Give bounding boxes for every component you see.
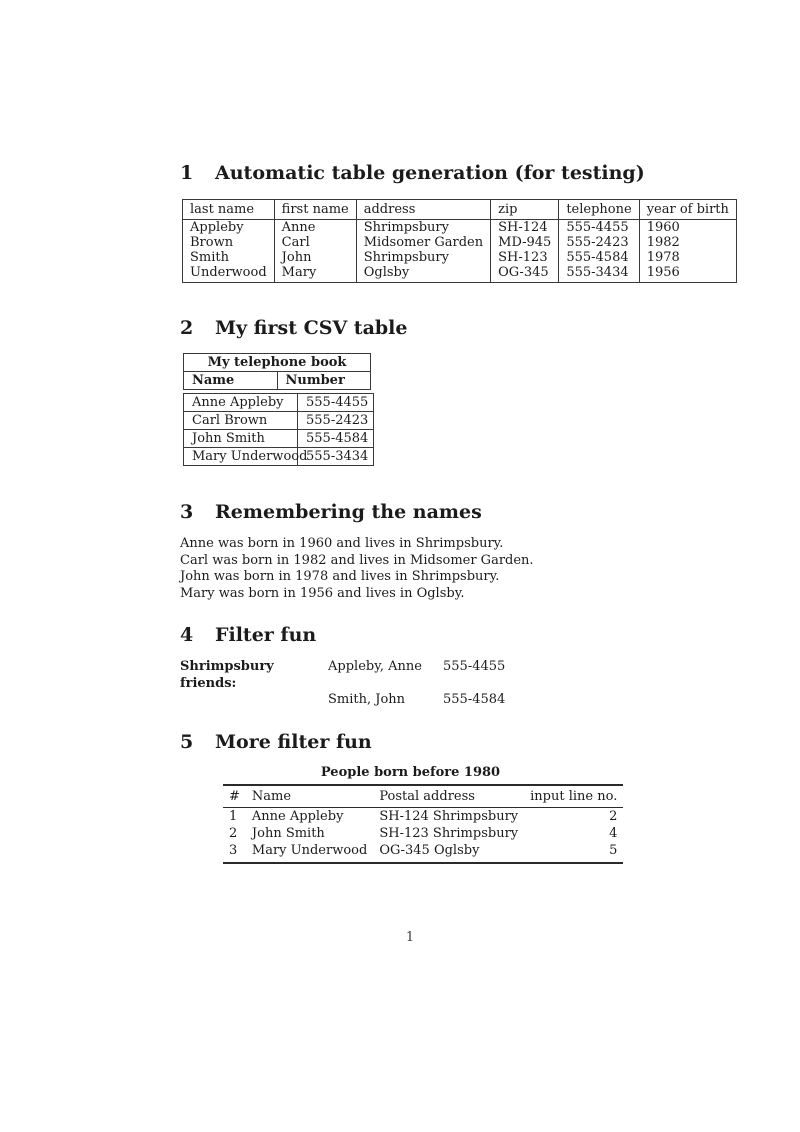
table-cell: 1 (229, 808, 238, 824)
table-cell: Carl Brown (184, 412, 298, 430)
table-row (223, 825, 623, 842)
table-row (223, 842, 623, 863)
table-header-row (223, 785, 623, 808)
names-paragraph (180, 536, 652, 602)
table-row (183, 250, 737, 265)
friend-number: 555-4455 (443, 659, 506, 674)
section-heading-5 (180, 731, 652, 754)
column-header: Postal address (379, 788, 475, 804)
table-cell: Carl (274, 235, 356, 250)
table-row (183, 220, 737, 236)
table-row (184, 412, 374, 430)
table-title: My telephone book (184, 354, 371, 372)
table-cell: 5 (609, 842, 618, 858)
column-header: Number (277, 372, 371, 390)
born-before-table (223, 764, 618, 864)
filter-label-spacer (180, 692, 328, 709)
table-header-row (183, 200, 737, 220)
table-cell: 555-4584 (298, 430, 374, 448)
column-header: year of birth (639, 200, 736, 220)
section-title: Remembering the names (215, 501, 482, 523)
column-header: Name (192, 373, 235, 388)
table-cell: SH-124 (491, 220, 559, 236)
section-number: 1 (180, 162, 194, 184)
column-header: zip (491, 200, 559, 220)
page-number: 1 (405, 930, 415, 945)
section-title: More filter fun (215, 730, 372, 753)
section-number: 2 (180, 317, 194, 339)
filter-label: Shrimpsbury friends: (180, 659, 274, 691)
table-cell: Mary Underwood (184, 448, 298, 466)
table-cell: SH-123 Shrimpsbury (379, 825, 519, 841)
table-cell: 3 (229, 842, 238, 858)
friend-name: Smith, John (328, 692, 406, 707)
table-cell: 2 (609, 808, 618, 824)
table-cell: Shrimpsbury (356, 250, 490, 265)
friend-number: 555-4584 (443, 692, 506, 707)
section-heading-4 (180, 624, 652, 647)
paragraph-line: Anne was born in 1960 and lives in Shrimpsbury. (180, 536, 504, 551)
table-cell: 555-4455 (298, 394, 374, 412)
table-cell: 1982 (639, 235, 736, 250)
table-cell: 2 (229, 825, 238, 841)
table-cell: Brown (183, 235, 275, 250)
table-cell: Mary Underwood (251, 842, 368, 858)
table-cell: Underwood (183, 265, 275, 283)
page-content (180, 162, 729, 864)
section-heading-3 (180, 501, 652, 524)
column-header: Name (251, 788, 292, 804)
table-row (184, 448, 374, 466)
table-caption: People born before 1980 (320, 764, 501, 780)
table-cell: Anne Appleby (184, 394, 298, 412)
telephone-book-table (183, 353, 371, 466)
section-title: My first CSV table (215, 317, 408, 339)
paragraph-line: John was born in 1978 and lives in Shrimpsbury. (180, 569, 500, 584)
table-cell: 555-2423 (298, 412, 374, 430)
section-heading-1 (180, 162, 652, 185)
table-cell: Anne (274, 220, 356, 236)
section-number: 5 (180, 730, 194, 753)
table-cell: John Smith (251, 825, 325, 841)
table-cell: SH-124 Shrimpsbury (379, 808, 519, 824)
table-cell: 1956 (639, 265, 736, 283)
table-cell: 555-3434 (559, 265, 639, 283)
table-cell: Shrimpsbury (356, 220, 490, 236)
table-row (184, 394, 374, 412)
section-title: Filter fun (215, 624, 317, 646)
table-cell: John (274, 250, 356, 265)
table-cell: SH-123 (491, 250, 559, 265)
born-before-table-grid (223, 784, 623, 864)
table-cell: 1978 (639, 250, 736, 265)
section-heading-2 (180, 317, 652, 340)
section-number: 3 (180, 501, 194, 523)
friend-name: Appleby, Anne (328, 659, 422, 674)
column-header: first name (274, 200, 356, 220)
table-cell: OG-345 (491, 265, 559, 283)
column-header: last name (183, 200, 275, 220)
table-cell: Smith (183, 250, 275, 265)
table-cell: 555-4584 (559, 250, 639, 265)
paragraph-line: Carl was born in 1982 and lives in Midsomer Garden. (180, 552, 534, 568)
table-header-row (184, 372, 371, 390)
table-row (223, 807, 623, 825)
column-header: input line no. (530, 788, 618, 804)
table-cell: OG-345 Oglsby (379, 842, 480, 858)
section-title: Automatic table generation (for testing) (215, 162, 645, 184)
table-cell: Anne Appleby (251, 808, 344, 824)
filter-results (180, 659, 652, 709)
table-cell: 555-4455 (559, 220, 639, 236)
column-header: telephone (559, 200, 639, 220)
paragraph-line: Mary was born in 1956 and lives in Oglsby. (180, 585, 465, 601)
column-header: address (356, 200, 490, 220)
telephone-book-body (183, 393, 374, 466)
table-cell: Mary (274, 265, 356, 283)
table-cell: Appleby (183, 220, 275, 236)
table-cell: MD-945 (491, 235, 559, 250)
auto-generated-table (182, 199, 737, 283)
telephone-book-header (183, 353, 371, 390)
table-cell: 555-2423 (559, 235, 639, 250)
table-cell: Oglsby (356, 265, 490, 283)
table-cell: John Smith (184, 430, 298, 448)
table-row (183, 235, 737, 250)
section-number: 4 (180, 624, 194, 646)
table-cell: Midsomer Garden (356, 235, 490, 250)
table-title-row (184, 354, 371, 372)
table-row (184, 430, 374, 448)
table-row (183, 265, 737, 283)
table-cell: 555-3434 (298, 448, 374, 466)
column-header: # (229, 788, 240, 804)
table-cell: 1960 (639, 220, 736, 236)
table-cell: 4 (609, 825, 618, 841)
